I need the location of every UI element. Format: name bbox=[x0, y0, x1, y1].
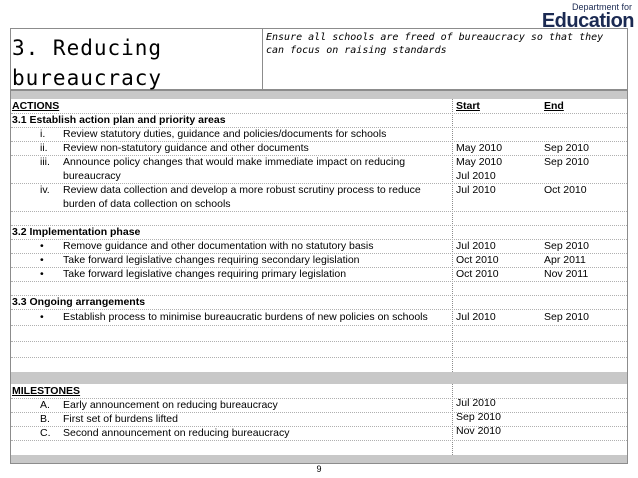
start-date: Jul 2010 bbox=[456, 240, 496, 252]
list-marker: iv. bbox=[40, 184, 50, 196]
end-date: Sep 2010 bbox=[544, 156, 589, 168]
end-header: End bbox=[544, 100, 564, 112]
row-divider bbox=[11, 357, 627, 358]
start-date: Jul 2010 bbox=[456, 170, 496, 182]
actions-header: ACTIONS bbox=[12, 100, 60, 112]
list-marker: iii. bbox=[40, 156, 50, 168]
end-date: Sep 2010 bbox=[544, 311, 589, 323]
action-text: Remove guidance and other documentation with no statutory basis bbox=[63, 240, 374, 252]
bullet: • bbox=[40, 254, 44, 266]
milestone-text: Second announcement on reducing bureaucracy bbox=[63, 427, 290, 439]
milestones-heading: MILESTONES bbox=[12, 385, 81, 397]
action-text: Announce policy changes that would make immediate impact on reducing bbox=[63, 156, 406, 168]
start-column-divider bbox=[452, 99, 453, 372]
milestone-text: First set of burdens lifted bbox=[63, 413, 178, 425]
bullet: • bbox=[40, 268, 44, 280]
action-text: Establish process to minimise bureaucratic burdens of new policies on schools bbox=[63, 311, 428, 323]
milestone-marker: A. bbox=[40, 399, 50, 411]
end-date: Sep 2010 bbox=[544, 142, 589, 154]
action-text-cont: bureaucracy bbox=[63, 170, 121, 182]
start-date: Oct 2010 bbox=[456, 268, 499, 280]
list-marker: i. bbox=[40, 128, 46, 140]
start-date: May 2010 bbox=[456, 142, 503, 154]
table-bottom-bar bbox=[11, 455, 627, 463]
end-date: Oct 2010 bbox=[544, 184, 587, 196]
milestone-date: Jul 2010 bbox=[456, 397, 496, 409]
milestone-text: Early announcement on reducing bureaucracy bbox=[63, 399, 278, 411]
section-heading: 3.1 Establish action plan and priority areas bbox=[12, 114, 226, 126]
milestone-date: Nov 2010 bbox=[456, 425, 501, 437]
page-number: 9 bbox=[316, 464, 322, 474]
end-date: Sep 2010 bbox=[544, 240, 589, 252]
action-text: Review statutory duties, guidance and policies/documents for schools bbox=[63, 128, 387, 140]
start-header: Start bbox=[456, 100, 480, 112]
action-text: Review data collection and develop a more robust scrutiny process to reduce bbox=[63, 184, 421, 196]
milestone-date-divider bbox=[452, 384, 453, 455]
row-divider bbox=[11, 281, 627, 282]
row-divider bbox=[11, 325, 627, 326]
logo-education-text: Education bbox=[541, 10, 634, 32]
logo-department-text: Department for bbox=[571, 2, 632, 12]
list-marker: ii. bbox=[40, 142, 48, 154]
row-divider bbox=[11, 440, 627, 441]
start-date: May 2010 bbox=[456, 156, 503, 168]
section-heading: 3.2 Implementation phase bbox=[12, 226, 141, 238]
row-divider bbox=[11, 309, 627, 310]
milestone-marker: C. bbox=[40, 427, 51, 439]
bullet: • bbox=[40, 311, 44, 323]
milestones-bar bbox=[11, 372, 627, 384]
action-text: Take forward legislative changes requiring primary legislation bbox=[63, 268, 347, 280]
milestone-marker: B. bbox=[40, 413, 50, 425]
row-divider bbox=[11, 341, 627, 342]
start-date: Jul 2010 bbox=[456, 184, 496, 196]
action-text: Take forward legislative changes requiring secondary legislation bbox=[63, 254, 360, 266]
row-divider bbox=[11, 211, 627, 212]
start-date: Jul 2010 bbox=[456, 311, 496, 323]
end-date: Apr 2011 bbox=[544, 254, 586, 266]
page-title: 3. Reducing bureaucracy bbox=[12, 36, 163, 90]
table-top-bar bbox=[11, 91, 627, 99]
bullet: • bbox=[40, 240, 44, 252]
header-divider bbox=[262, 28, 263, 90]
action-text: Review non-statutory guidance and other documents bbox=[63, 142, 309, 154]
section-heading: 3.3 Ongoing arrangements bbox=[12, 296, 146, 308]
action-text-cont: burden of data collection on schools bbox=[63, 198, 231, 210]
start-date: Oct 2010 bbox=[456, 254, 499, 266]
end-date: Nov 2011 bbox=[544, 268, 589, 280]
objective-text: Ensure all schools are freed of bureaucracy so that they can focus on raising standards bbox=[266, 32, 604, 56]
milestone-date: Sep 2010 bbox=[456, 411, 501, 423]
